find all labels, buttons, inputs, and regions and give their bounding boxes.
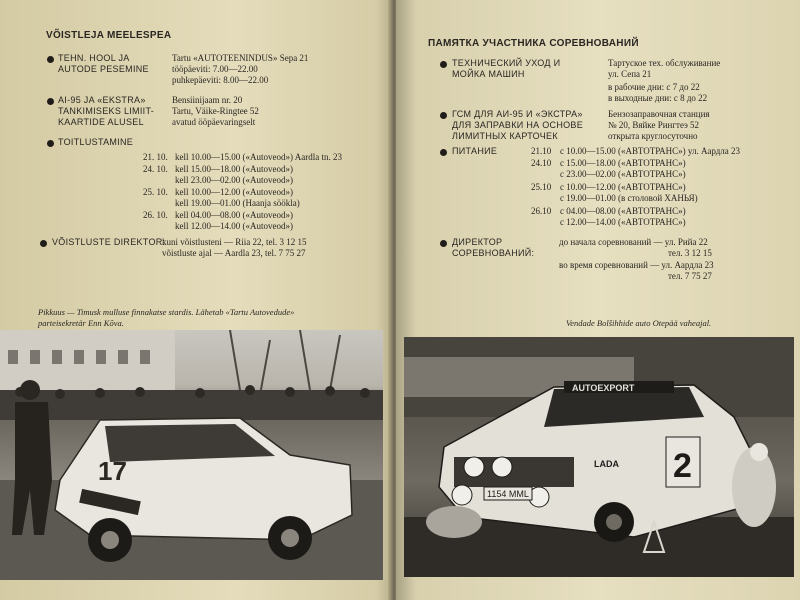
right-label-catering: ПИТАНИЕ [452, 146, 498, 156]
right-label-director-2: СОРЕВНОВАНИЙ: [452, 248, 535, 258]
bullet-icon [47, 140, 54, 147]
right-car-plate: 1154 MML [487, 489, 529, 499]
left-catering-date: 24. 10. [143, 164, 168, 174]
left-photo-caption: Pikkuus — Timusk mulluse finnakatse stardis. Lähetab «Tartu Autovedude» [38, 307, 295, 317]
right-label-director-1: ДИРЕКТОР [452, 237, 503, 247]
right-catering-row: с 23.00—02.00 («АВТОТРАНС») [560, 169, 686, 179]
right-car-brand: LADA [594, 459, 619, 469]
left-label-director: VÕISTLUSTE DIREKTOR: [52, 237, 166, 247]
bullet-icon [47, 98, 54, 105]
right-director-line: во время соревнований — ул. Аардла 23 [559, 260, 714, 270]
right-director-line: тел. 3 12 15 [668, 248, 712, 258]
right-car-number: 2 [673, 447, 692, 485]
left-catering-date: 25. 10. [143, 187, 168, 197]
left-photo-caption: parteisekretär Enn Kõva. [38, 318, 124, 328]
left-catering-date: 21. 10. [143, 152, 168, 162]
right-catering-date: 24.10 [531, 158, 552, 168]
left-fuel-line: avatud ööpäevaringselt [172, 117, 256, 127]
right-catering-row: с 19.00—01.00 (в столовой ХАНЬЯ) [560, 193, 698, 203]
left-page [0, 0, 392, 600]
right-label-service-2: МОЙКА МАШИН [452, 69, 525, 79]
bullet-icon [47, 56, 54, 63]
left-service-line: tööpäeviti: 7.00—22.00 [172, 64, 258, 74]
left-fuel-line: Bensiinijaam nr. 20 [172, 95, 243, 105]
bullet-icon [440, 240, 447, 247]
left-car-number: 17 [98, 456, 127, 486]
right-fuel-line: открыта круглосуточно [608, 131, 698, 141]
left-catering-row: kell 10.00—15.00 («Autoveod») Aardla tn. 23 [175, 152, 342, 162]
left-label-fuel-2: TANKIMISEKS LIMIIT- [58, 106, 155, 116]
right-label-fuel-1: ГСМ ДЛЯ АИ-95 И «ЭКСТРА» [452, 109, 583, 119]
right-director-line: до начала соревнований — ул. Рийа 22 [559, 237, 708, 247]
right-photo-illustration [404, 337, 794, 577]
right-director-line: тел. 7 75 27 [668, 271, 712, 281]
left-catering-row: kell 10.00—12.00 («Autoveod») [175, 187, 293, 197]
left-catering-row: kell 19.00—01.00 (Haanja söökla) [175, 198, 300, 208]
right-catering-row: с 15.00—18.00 («АВТОТРАНС») [560, 158, 686, 168]
left-catering-row: kell 12.00—14.00 («Autoveod») [175, 221, 293, 231]
right-service-line: в рабочие дни: с 7 до 22 [608, 82, 700, 92]
right-fuel-line: Бензозаправочная станция [608, 109, 710, 119]
right-label-fuel-3: ЛИМИТНЫХ КАРТОЧЕК [452, 131, 558, 141]
left-director-line: kuni võistlusteni — Riia 22, tel. 3 12 15 [162, 237, 307, 247]
left-catering-date: 26. 10. [143, 210, 168, 220]
right-catering-date: 25.10 [531, 182, 552, 192]
right-photo [404, 337, 794, 577]
right-catering-row: с 12.00—14.00 («АВТОТРАНС») [560, 217, 686, 227]
right-service-line: в выходные дни: с 8 до 22 [608, 93, 708, 103]
left-fuel-line: Tartu, Väike-Ringtee 52 [172, 106, 259, 116]
right-fuel-line: № 20, Вяйке Рингтеэ 52 [608, 120, 700, 130]
left-label-fuel-3: KAARTIDE ALUSEL [58, 117, 144, 127]
left-photo [0, 330, 383, 580]
right-catering-date: 21.10 [531, 146, 552, 156]
right-label-service-1: ТЕХНИЧЕСКИЙ УХОД И [452, 58, 561, 68]
left-heading: VÕISTLEJA MEELESPEA [46, 30, 172, 41]
bullet-icon [40, 240, 47, 247]
left-director-line: võistluste ajal — Aardla 23, tel. 7 75 27 [162, 248, 306, 258]
right-photo-caption: Vendade Bolšihhide auto Otepää vaheajal. [566, 318, 712, 328]
left-service-line: puhkepäeviti: 8.00—22.00 [172, 75, 269, 85]
right-catering-date: 26.10 [531, 206, 552, 216]
right-car-banner: AUTOEXPORT [572, 383, 635, 393]
right-catering-row: с 10.00—12.00 («АВТОТРАНС») [560, 182, 686, 192]
right-heading: ПАМЯТКА УЧАСТНИКА СОРЕВНОВАНИЙ [428, 38, 639, 49]
left-catering-row: kell 04.00—08.00 («Autoveod») [175, 210, 293, 220]
right-service-line: Тартуское тех. обслуживание [608, 58, 721, 68]
left-service-line: Tartu «AUTOTEENINDUS» Sepa 21 [172, 53, 309, 63]
left-catering-row: kell 23.00—02.00 («Autoveod») [175, 175, 293, 185]
left-label-fuel-1: AI-95 JA «EKSTRA» [58, 95, 146, 105]
left-label-service-1: TEHN. HOOL JA [58, 53, 130, 63]
left-label-catering: TOITLUSTAMINE [58, 137, 134, 147]
bullet-icon [440, 149, 447, 156]
right-service-line: ул. Сепа 21 [608, 69, 652, 79]
right-catering-row: с 10.00—15.00 («АВТОТРАНС») ул. Аардла 23 [560, 146, 741, 156]
left-photo-illustration [0, 330, 383, 580]
right-label-fuel-2: ДЛЯ ЗАПРАВКИ НА ОСНОВЕ [452, 120, 584, 130]
left-label-service-2: AUTODE PESEMINE [58, 64, 149, 74]
bullet-icon [440, 61, 447, 68]
right-catering-row: с 04.00—08.00 («АВТОТРАНС») [560, 206, 686, 216]
left-catering-row: kell 15.00—18.00 («Autoveod») [175, 164, 293, 174]
bullet-icon [440, 112, 447, 119]
